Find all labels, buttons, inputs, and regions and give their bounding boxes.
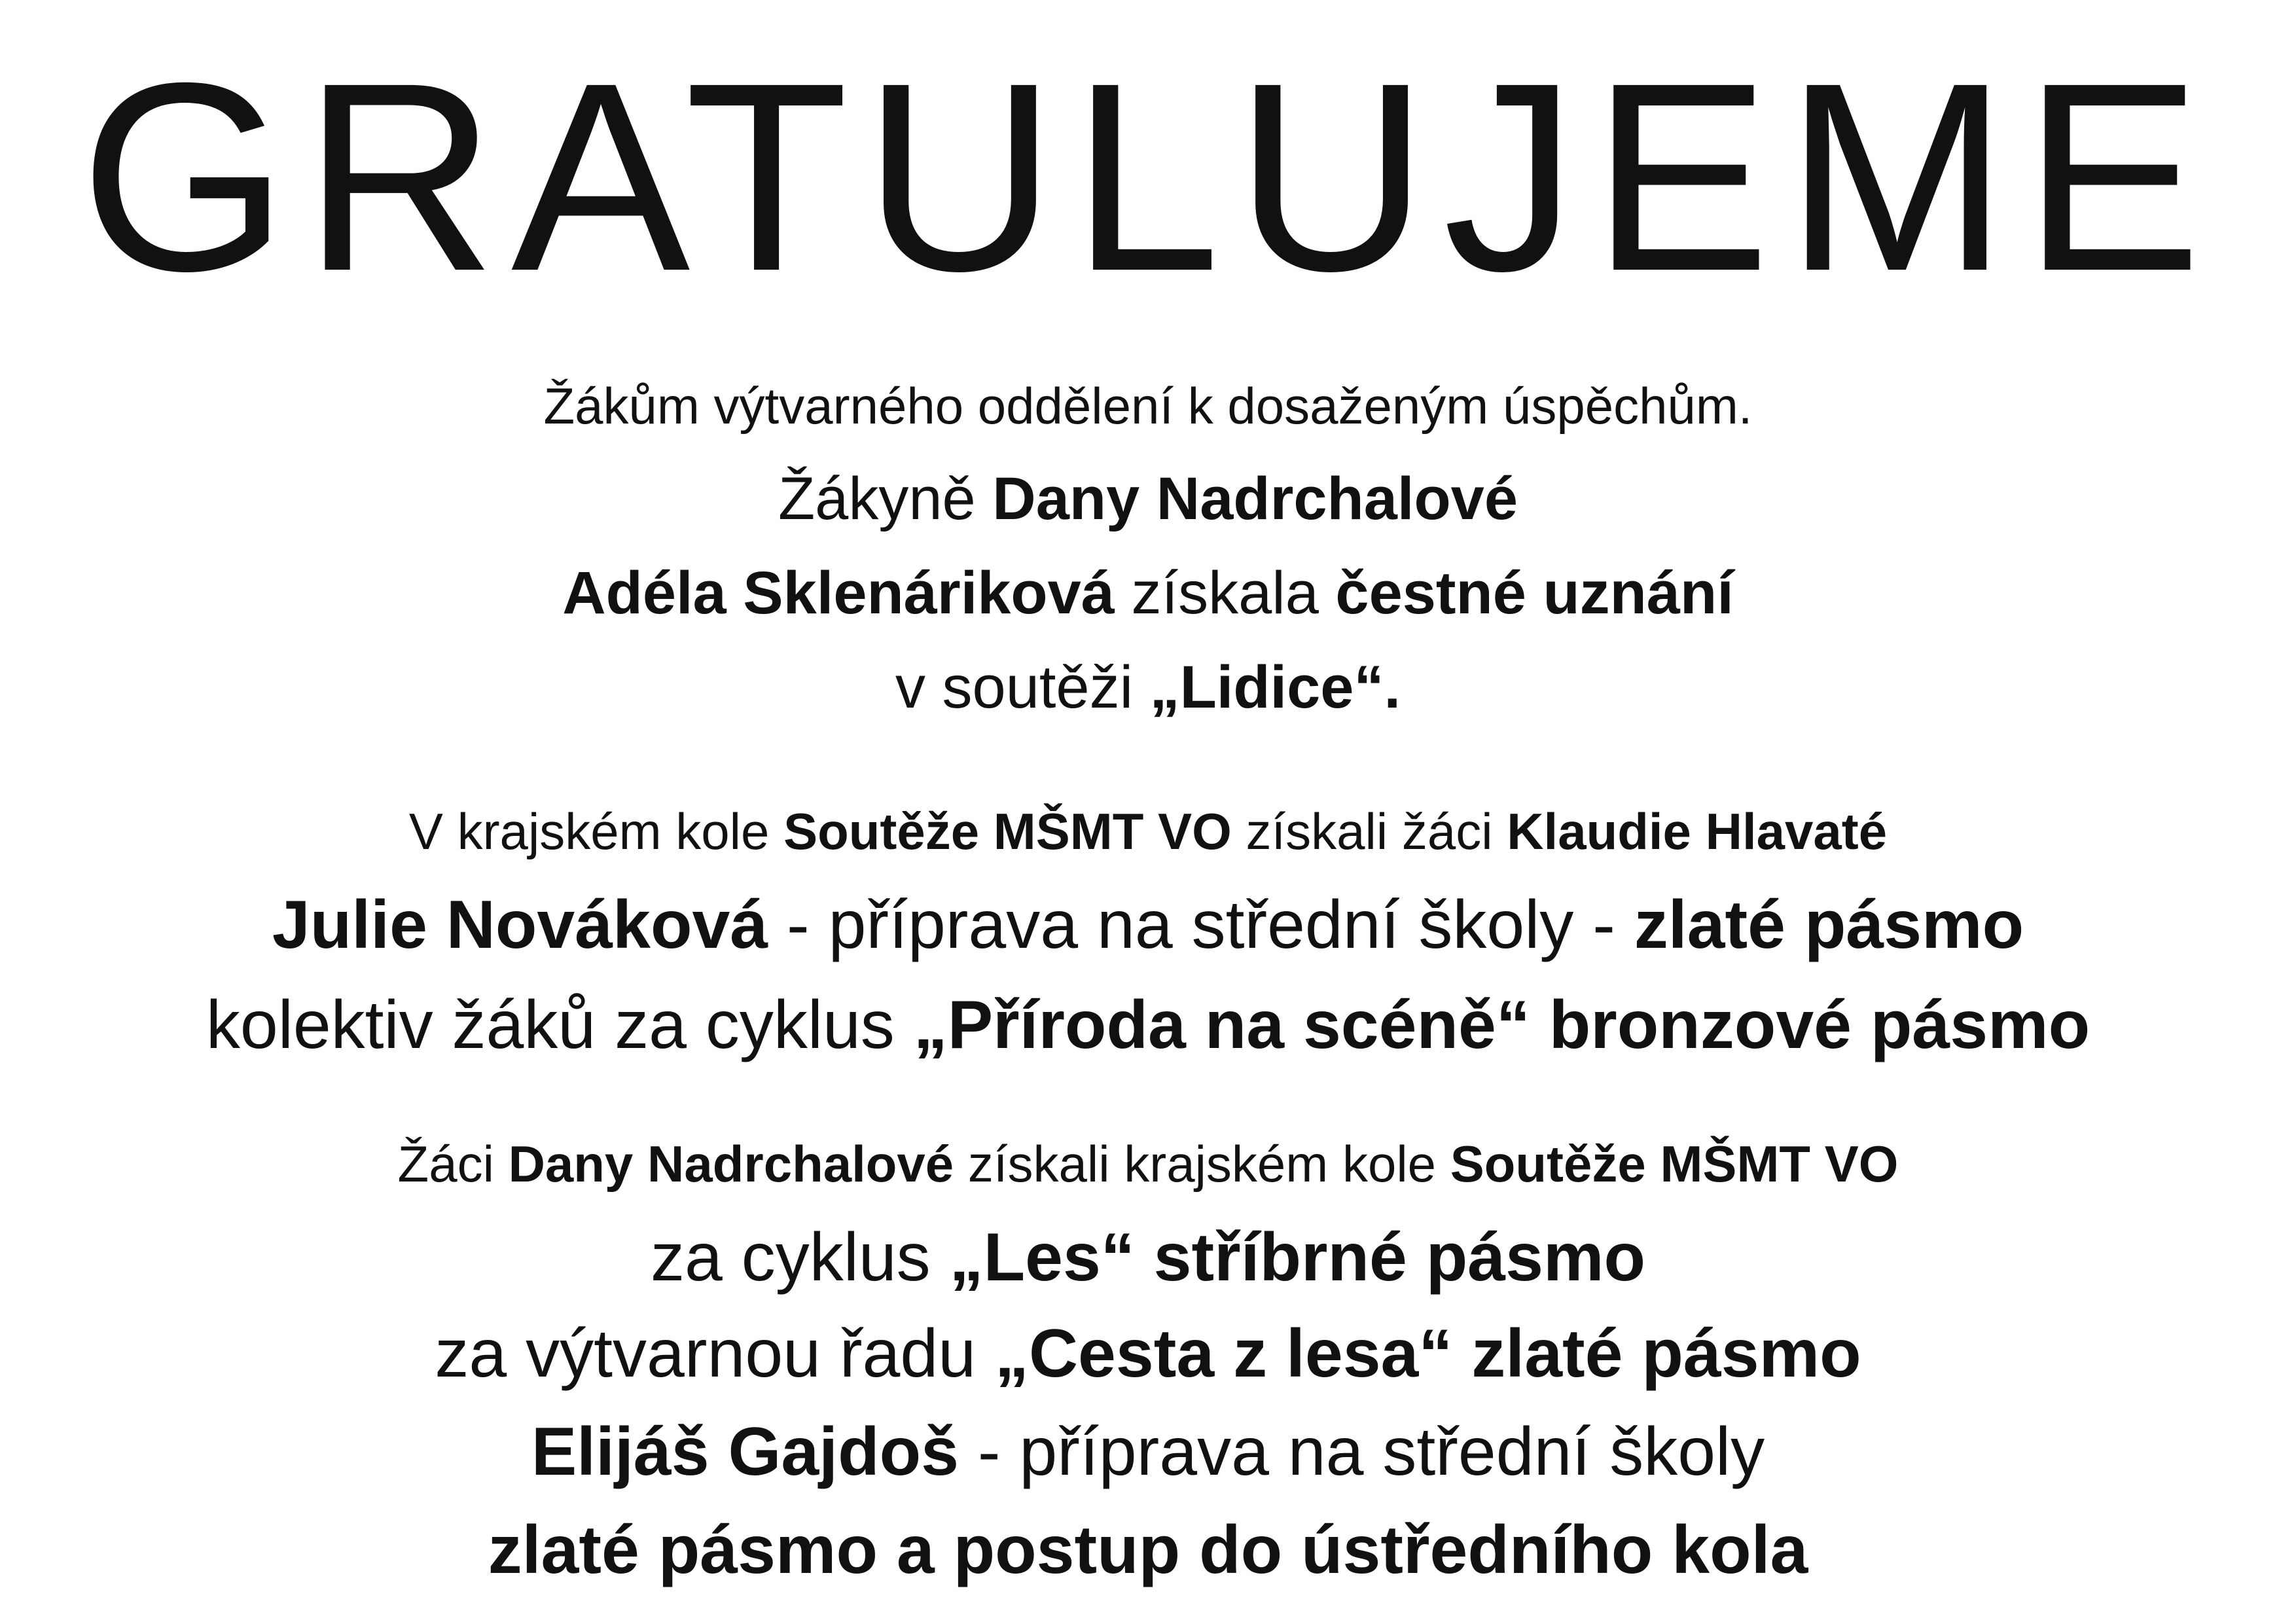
intro-text: Žákům výtvarného oddělení k dosaženým úspěchům. <box>543 377 1753 435</box>
award-name: čestné uznání <box>1335 560 1734 626</box>
cycle-result: „Příroda na scéně“ bronzové pásmo <box>913 987 2090 1063</box>
competition-title: Soutěže MŠMT VO <box>783 803 1232 860</box>
result-band: zlaté pásmo <box>1634 887 2024 963</box>
result-line <box>0 1411 2296 1493</box>
regional-round-line <box>0 800 2296 863</box>
student-name: Adéla Sklenáriková <box>562 560 1115 626</box>
result-line <box>0 884 2296 966</box>
category-text: - příprava na střední školy <box>958 1414 1765 1490</box>
page-title: GRATULUJEME <box>79 27 2217 327</box>
teacher-name: Dany Nadrchalové <box>508 1135 954 1193</box>
final-result: zlaté pásmo a postup do ústředního kola <box>488 1512 1808 1588</box>
cycle-prefix: za cyklus <box>651 1219 950 1295</box>
collective-text: kolektiv žáků za cyklus <box>206 987 914 1063</box>
series-prefix: za výtvarnou řadu <box>435 1316 995 1392</box>
series-result: „Cesta z lesa“ zlaté pásmo <box>994 1316 1861 1392</box>
teacher-line <box>0 462 2296 535</box>
teacher-name: Dany Nadrchalové <box>992 465 1518 532</box>
regional-verb: získali žáci <box>1231 803 1507 860</box>
students-prefix: Žáci <box>397 1135 509 1193</box>
student-name: Elijáš Gajdoš <box>531 1414 959 1490</box>
competition-prefix: v soutěži <box>895 654 1150 721</box>
regional-verb: získali krajském kole <box>954 1135 1450 1193</box>
result-line <box>0 1509 2296 1591</box>
student-name: Julie Nováková <box>272 887 768 963</box>
award-line <box>0 556 2296 630</box>
award-verb: získala <box>1114 560 1336 626</box>
competition-line <box>0 651 2296 724</box>
regional-prefix: V krajském kole <box>408 803 784 860</box>
result-line <box>0 1216 2296 1299</box>
result-line <box>0 984 2296 1066</box>
teacher-name: Klaudie Hlavaté <box>1507 803 1888 860</box>
competition-title: Soutěže MŠMT VO <box>1450 1135 1899 1193</box>
cycle-result: „Les“ stříbrné pásmo <box>949 1219 1645 1295</box>
competition-name: „Lidice“. <box>1149 654 1401 721</box>
result-line <box>0 1312 2296 1395</box>
regional-round-line <box>0 1132 2296 1195</box>
teacher-prefix: Žákyně <box>778 465 993 532</box>
category-text: - příprava na střední školy - <box>768 887 1634 963</box>
intro-line <box>0 374 2296 437</box>
